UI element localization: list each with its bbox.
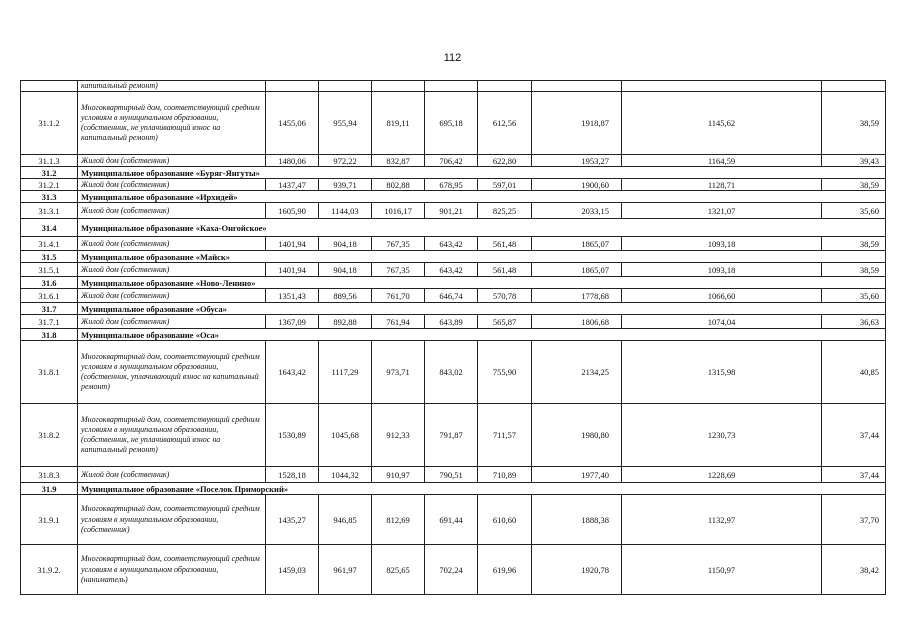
section-row xyxy=(21,167,886,179)
value-cell: 1643,42 xyxy=(266,341,319,404)
value-cell: 622,80 xyxy=(478,155,532,167)
value-cell: 2033,15 xyxy=(532,203,622,219)
value-cell: 1117,29 xyxy=(319,341,372,404)
value-cell: 612,56 xyxy=(478,92,532,155)
value-cell: 38,42 xyxy=(822,545,886,595)
value-cell: 791,87 xyxy=(425,404,478,467)
value-cell: 706,42 xyxy=(425,155,478,167)
value-cell: 1435,27 xyxy=(266,495,319,545)
value-cell: 1528,18 xyxy=(266,467,319,483)
value-cell: 755,90 xyxy=(478,341,532,404)
value-cell: 40,85 xyxy=(822,341,886,404)
value-cell: 646,74 xyxy=(425,289,478,303)
item-name: Жилой дом (собственник) xyxy=(78,289,266,303)
value-cell: 1530,89 xyxy=(266,404,319,467)
value-cell: 1605,90 xyxy=(266,203,319,219)
value-cell: 38,59 xyxy=(822,263,886,277)
section-name: Муниципальное образование «Майск» xyxy=(78,251,886,263)
section-name: Муниципальное образование «Буряг-Янгуты» xyxy=(78,167,886,179)
section-code: 31.7 xyxy=(21,303,78,315)
section-row xyxy=(21,219,886,237)
value-cell: 767,35 xyxy=(372,263,425,277)
value-cell: 1865,07 xyxy=(532,263,622,277)
value-cell: 939,71 xyxy=(319,179,372,191)
item-name: Многоквартирный дом, соответствующий средним условиям в муниципальном образовании, (собственник, уплачивающий взнос на капитальный ремонт) xyxy=(78,341,266,404)
value-cell: 1953,27 xyxy=(532,155,622,167)
section-code: 31.3 xyxy=(21,191,78,203)
item-code: 31.9.2. xyxy=(21,545,78,595)
value-cell: 1228,69 xyxy=(622,467,822,483)
item-code: 31.8.2 xyxy=(21,404,78,467)
item-code: 31.5.1 xyxy=(21,263,78,277)
value-cell: 1164,59 xyxy=(622,155,822,167)
value-cell: 1093,18 xyxy=(622,237,822,251)
item-code: 31.9.1 xyxy=(21,495,78,545)
value-cell: 946,85 xyxy=(319,495,372,545)
section-name: Муниципальное образование «Обуса» xyxy=(78,303,886,315)
table-row xyxy=(21,179,886,191)
section-row xyxy=(21,277,886,289)
table-row xyxy=(21,237,886,251)
item-code: 31.6.1 xyxy=(21,289,78,303)
table-row xyxy=(21,495,886,545)
value-cell: 643,89 xyxy=(425,315,478,329)
value-cell: 904,18 xyxy=(319,263,372,277)
value-cell: 1480,06 xyxy=(266,155,319,167)
item-code: 31.7.1 xyxy=(21,315,78,329)
section-name: Муниципальное образование «Ирхидей» xyxy=(78,191,886,203)
section-name: Муниципальное образование «Ново-Ленино» xyxy=(78,277,886,289)
value-cell: 1865,07 xyxy=(532,237,622,251)
table-row xyxy=(21,92,886,155)
table-cell xyxy=(532,81,622,92)
value-cell: 610,60 xyxy=(478,495,532,545)
value-cell: 955,94 xyxy=(319,92,372,155)
value-cell: 1045,68 xyxy=(319,404,372,467)
value-cell: 37,44 xyxy=(822,404,886,467)
item-code: 31.2.1 xyxy=(21,179,78,191)
value-cell: 802,88 xyxy=(372,179,425,191)
value-cell: 561,48 xyxy=(478,237,532,251)
table-row xyxy=(21,315,886,329)
value-cell: 643,42 xyxy=(425,263,478,277)
value-cell: 678,95 xyxy=(425,179,478,191)
table-cell xyxy=(622,81,822,92)
value-cell: 37,70 xyxy=(822,495,886,545)
value-cell: 1093,18 xyxy=(622,263,822,277)
value-cell: 961,97 xyxy=(319,545,372,595)
value-cell: 901,21 xyxy=(425,203,478,219)
item-name: Жилой дом (собственник) xyxy=(78,263,266,277)
value-cell: 892,88 xyxy=(319,315,372,329)
value-cell: 1128,71 xyxy=(622,179,822,191)
value-cell: 825,65 xyxy=(372,545,425,595)
section-code: 31.2 xyxy=(21,167,78,179)
value-cell: 1778,68 xyxy=(532,289,622,303)
item-name: Многоквартирный дом, соответствующий средним условиям в муниципальном образовании, (собственник, не уплачивающий взнос на капитальный ремонт) xyxy=(78,92,266,155)
section-row xyxy=(21,191,886,203)
value-cell: 1437,47 xyxy=(266,179,319,191)
value-cell: 825,25 xyxy=(478,203,532,219)
value-cell: 691,44 xyxy=(425,495,478,545)
value-cell: 1401,94 xyxy=(266,263,319,277)
item-name: Многоквартирный дом, соответствующий средним условиям в муниципальном образовании, (наниматель) xyxy=(78,545,266,595)
item-name: Многоквартирный дом, соответствующий средним условиям в муниципальном образовании, (собственник) xyxy=(78,495,266,545)
value-cell: 702,24 xyxy=(425,545,478,595)
value-cell: 619,96 xyxy=(478,545,532,595)
section-name: Муниципальное образование «Поселок Приморский» xyxy=(78,483,886,495)
section-code: 31.6 xyxy=(21,277,78,289)
value-cell: 1016,17 xyxy=(372,203,425,219)
table-body xyxy=(21,81,886,595)
value-cell: 1044,32 xyxy=(319,467,372,483)
value-cell: 972,22 xyxy=(319,155,372,167)
section-row xyxy=(21,329,886,341)
value-cell: 643,42 xyxy=(425,237,478,251)
table-cell xyxy=(319,81,372,92)
item-name: Жилой дом (собственник) xyxy=(78,467,266,483)
value-cell: 761,94 xyxy=(372,315,425,329)
table-cell xyxy=(478,81,532,92)
value-cell: 832,87 xyxy=(372,155,425,167)
table-row xyxy=(21,404,886,467)
item-code: 31.1.2 xyxy=(21,92,78,155)
item-name: Жилой дом (собственник) xyxy=(78,315,266,329)
value-cell: 38,59 xyxy=(822,179,886,191)
value-cell: 1132,97 xyxy=(622,495,822,545)
value-cell: 1351,43 xyxy=(266,289,319,303)
value-cell: 1888,38 xyxy=(532,495,622,545)
value-cell: 1321,07 xyxy=(622,203,822,219)
value-cell: 1144,03 xyxy=(319,203,372,219)
value-cell: 767,35 xyxy=(372,237,425,251)
item-code: 31.4.1 xyxy=(21,237,78,251)
item-code: 31.3.1 xyxy=(21,203,78,219)
value-cell: 1066,60 xyxy=(622,289,822,303)
page-number: 112 xyxy=(443,52,462,64)
value-cell: 1401,94 xyxy=(266,237,319,251)
value-cell: 912,33 xyxy=(372,404,425,467)
value-cell: 1920,78 xyxy=(532,545,622,595)
value-cell: 1918,87 xyxy=(532,92,622,155)
table-row xyxy=(21,203,886,219)
value-cell: 37,44 xyxy=(822,467,886,483)
item-name: капитальный ремонт) xyxy=(78,81,266,92)
value-cell: 597,01 xyxy=(478,179,532,191)
value-cell: 710,89 xyxy=(478,467,532,483)
value-cell: 35,60 xyxy=(822,289,886,303)
value-cell: 565,87 xyxy=(478,315,532,329)
section-row xyxy=(21,303,886,315)
item-name: Жилой дом (собственник) xyxy=(78,237,266,251)
table-cell xyxy=(822,81,886,92)
section-code: 31.5 xyxy=(21,251,78,263)
value-cell: 711,57 xyxy=(478,404,532,467)
value-cell: 561,48 xyxy=(478,263,532,277)
value-cell: 38,59 xyxy=(822,237,886,251)
table-cell xyxy=(425,81,478,92)
value-cell: 1459,03 xyxy=(266,545,319,595)
value-cell: 1145,62 xyxy=(622,92,822,155)
section-name: Муниципальное образование «Оса» xyxy=(78,329,886,341)
value-cell: 2134,25 xyxy=(532,341,622,404)
value-cell: 889,56 xyxy=(319,289,372,303)
section-row xyxy=(21,483,886,495)
section-row xyxy=(21,251,886,263)
value-cell: 1977,40 xyxy=(532,467,622,483)
value-cell: 1074,04 xyxy=(622,315,822,329)
item-name: Жилой дом (собственник) xyxy=(78,155,266,167)
value-cell: 910,97 xyxy=(372,467,425,483)
value-cell: 819,11 xyxy=(372,92,425,155)
value-cell: 570,78 xyxy=(478,289,532,303)
value-cell: 1315,98 xyxy=(622,341,822,404)
value-cell: 39,43 xyxy=(822,155,886,167)
value-cell: 1367,09 xyxy=(266,315,319,329)
item-code: 31.8.3 xyxy=(21,467,78,483)
value-cell: 38,59 xyxy=(822,92,886,155)
value-cell: 973,71 xyxy=(372,341,425,404)
value-cell: 790,51 xyxy=(425,467,478,483)
value-cell: 35,60 xyxy=(822,203,886,219)
value-cell: 1900,60 xyxy=(532,179,622,191)
section-code: 31.9 xyxy=(21,483,78,495)
table-row xyxy=(21,467,886,483)
item-code: 31.1.3 xyxy=(21,155,78,167)
value-cell: 843,02 xyxy=(425,341,478,404)
item-code: 31.8.1 xyxy=(21,341,78,404)
value-cell: 36,63 xyxy=(822,315,886,329)
value-cell: 1150,97 xyxy=(622,545,822,595)
value-cell: 1980,80 xyxy=(532,404,622,467)
value-cell: 1230,73 xyxy=(622,404,822,467)
table-cell xyxy=(372,81,425,92)
value-cell: 761,70 xyxy=(372,289,425,303)
value-cell: 695,18 xyxy=(425,92,478,155)
item-name: Жилой дом (собственник) xyxy=(78,203,266,219)
value-cell: 1806,68 xyxy=(532,315,622,329)
tariff-table xyxy=(20,80,886,595)
table-row xyxy=(21,263,886,277)
table-cell xyxy=(266,81,319,92)
value-cell: 812,69 xyxy=(372,495,425,545)
value-cell: 904,18 xyxy=(319,237,372,251)
value-cell: 1455,06 xyxy=(266,92,319,155)
table-row xyxy=(21,545,886,595)
section-name: Муниципальное образование «Каха-Онгойское» xyxy=(78,219,886,237)
section-code: 31.8 xyxy=(21,329,78,341)
item-name: Многоквартирный дом, соответствующий средним условиям в муниципальном образовании, (собственник, не уплачивающий взнос на капитальный ремонт) xyxy=(78,404,266,467)
table-cell xyxy=(21,81,78,92)
table-row xyxy=(21,289,886,303)
table-row xyxy=(21,155,886,167)
section-code: 31.4 xyxy=(21,219,78,237)
item-name: Жилой дом (собственник) xyxy=(78,179,266,191)
continuation-row xyxy=(21,81,886,92)
table-row xyxy=(21,341,886,404)
